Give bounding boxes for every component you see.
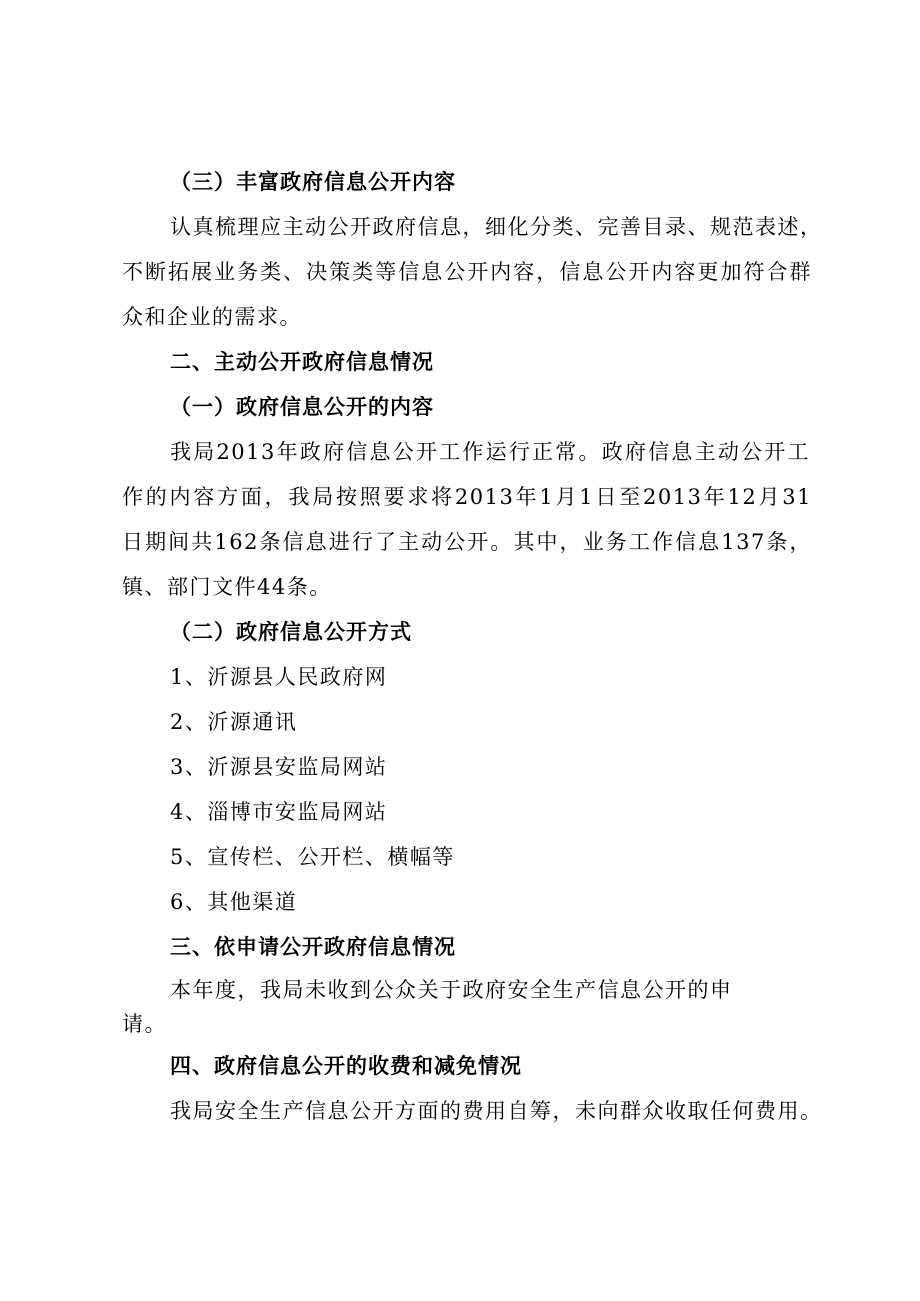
part-2-sub-2-heading: （二）政府信息公开方式 xyxy=(170,620,412,644)
list-item: 4、淄博市安监局网站 xyxy=(170,800,388,824)
paragraph-line: 我局2013年政府信息公开工作运行正常。政府信息主动公开工 xyxy=(170,440,810,464)
part-4-heading: 四、政府信息公开的收费和减免情况 xyxy=(170,1054,522,1078)
part-2-sub-1-heading: （一）政府信息公开的内容 xyxy=(170,395,434,419)
section-3-heading: （三）丰富政府信息公开内容 xyxy=(170,170,456,194)
list-item: 5、宣传栏、公开栏、横幅等 xyxy=(170,845,455,869)
list-item: 3、沂源县安监局网站 xyxy=(170,755,388,779)
list-item: 2、沂源通讯 xyxy=(170,710,298,734)
paragraph-line: 我局安全生产信息公开方面的费用自筹，未向群众收取任何费用。 xyxy=(170,1099,823,1123)
paragraph-line: 作的内容方面，我局按照要求将2013年1月1日至2013年12月31 xyxy=(122,485,812,509)
paragraph-line: 本年度，我局未收到公众关于政府安全生产信息公开的申 xyxy=(170,978,733,1002)
paragraph-line: 请。 xyxy=(122,1012,167,1036)
list-item: 6、其他渠道 xyxy=(170,890,298,914)
paragraph-line: 众和企业的需求。 xyxy=(122,305,302,329)
paragraph-line: 日期间共162条信息进行了主动公开。其中，业务工作信息137条， xyxy=(122,530,812,554)
list-item: 1、沂源县人民政府网 xyxy=(170,665,388,689)
paragraph-line: 不断拓展业务类、决策类等信息公开内容，信息公开内容更加符合群 xyxy=(122,260,812,284)
part-3-heading: 三、依申请公开政府信息情况 xyxy=(170,935,456,959)
paragraph-line: 镇、部门文件44条。 xyxy=(122,575,332,599)
part-2-heading: 二、主动公开政府信息情况 xyxy=(170,350,434,374)
paragraph-line: 认真梳理应主动公开政府信息，细化分类、完善目录、规范表述， xyxy=(170,215,823,239)
